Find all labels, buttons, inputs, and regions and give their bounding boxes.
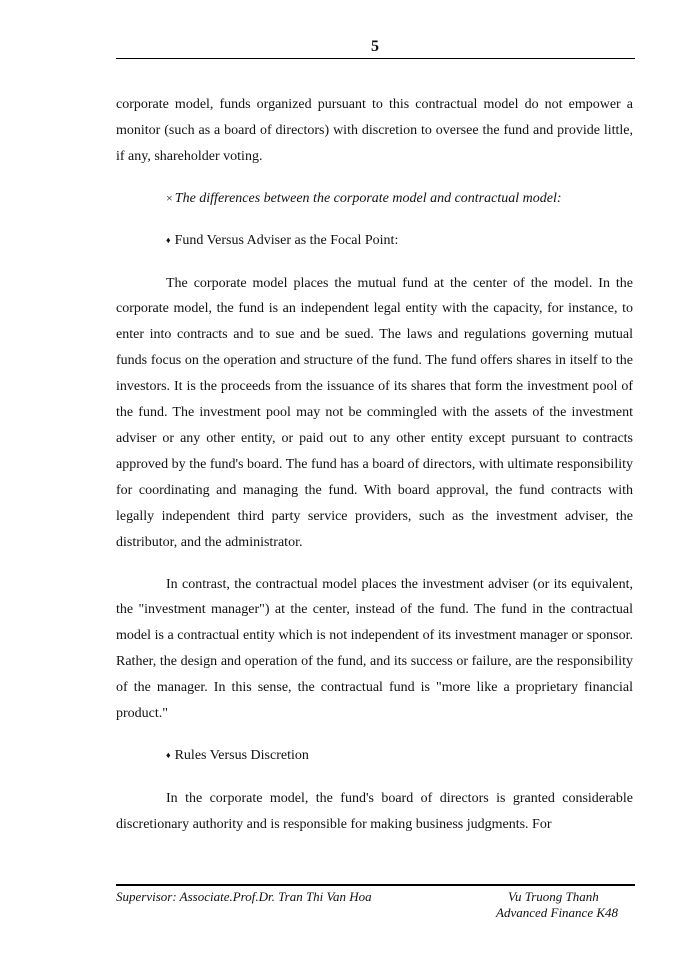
bullet-heading-2-text: Rules Versus Discretion [174,747,309,763]
diamond-bullet-icon: ♦ [166,234,171,245]
paragraph-3: In contrast, the contractual model places the investment adviser (or its equivalent, the "investment manager") at the center, instead of the fund. The fund in the contractual model is a contractual entity which is not independent of its investment manager or sponsor. Rather, the design and operation of the fund, and its success or failure, are the responsibility of the manager. In this sense, the contractual fund is "more like a proprietary financial product." [116,576,633,722]
paragraph-1: corporate model, funds organized pursuant to this contractual model do not empower a monitor (such as a board of directors) with discretion to oversee the fund and provide little, if any, shareholder voting. [116,97,633,164]
footer-author: Vu Truong Thanh [508,889,599,904]
footer-course: Advanced Finance K48 [496,905,619,920]
document-body [116,92,633,838]
bullet-heading-1 [116,228,633,255]
header-rule [116,58,635,59]
bullet-heading-2 [116,743,633,770]
footer-rule [116,884,635,886]
footer-supervisor: Supervisor: Associate.Prof.Dr. Tran Thi Van Hoa [116,889,372,904]
bullet-heading-1-text: Fund Versus Adviser as the Focal Point: [174,232,399,248]
footer-author-block [496,889,618,921]
section-heading-text: The differences between the corporate model and contractual model: [174,190,562,206]
diamond-bullet-icon: ♦ [166,749,171,760]
page-number: 5 [371,38,379,55]
paragraph-4: In the corporate model, the fund's board of directors is granted considerable discretionary authority and is responsible for making business judgments. For [116,790,633,832]
paragraph-2: The corporate model places the mutual fund at the center of the model. In the corporate model, the fund is an independent legal entity with the capacity, for instance, to enter into contracts and to sue and be sued. The laws and regulations governing mutual funds focus on the operation and structure of the fund. The fund offers shares in itself to the investors. It is the proceeds from the issuance of its shares that form the investment pool of the fund. The investment pool may not be commingled with the assets of the investment adviser or any other entity, or paid out to any other entity except pursuant to contracts approved by the fund's board. The fund has a board of directors, with ultimate responsibility for coordinating and managing the fund. With board approval, the fund contracts with legally independent third party service providers, such as the investment adviser, the distributor, and the administrator. [116,275,633,550]
section-heading [116,186,633,212]
cross-icon: × [166,190,173,205]
